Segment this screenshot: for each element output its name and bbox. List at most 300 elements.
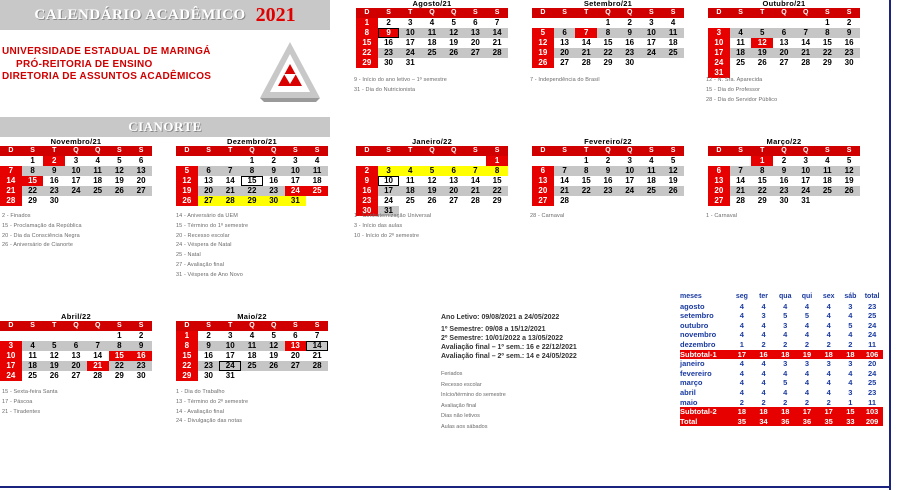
day-cell: 15	[109, 351, 131, 361]
week-row	[0, 351, 152, 361]
day-cell	[486, 58, 508, 68]
legend-item: Recesso escolar	[441, 381, 482, 388]
week-row	[176, 331, 328, 341]
notes-marco	[706, 212, 737, 222]
day-cell: 17	[219, 351, 241, 361]
day-cell: 21	[306, 351, 328, 361]
day-cell: 25	[241, 361, 263, 371]
day-cell	[619, 196, 641, 206]
weekday-header: Q	[795, 146, 817, 156]
day-cell	[465, 156, 487, 166]
day-cell: 18	[306, 176, 328, 186]
day-cell: 18	[421, 38, 443, 48]
day-cell: 5	[532, 28, 554, 38]
summary-row	[680, 302, 883, 312]
summary-value: 18	[774, 350, 796, 360]
day-cell: 24	[708, 58, 730, 68]
day-cell: 29	[109, 371, 131, 381]
weekday-header: D	[532, 8, 554, 18]
final-eval-2-line: Avaliação final – 2º sem.: 14 e 24/05/2022	[441, 353, 577, 360]
day-cell: 1	[356, 18, 378, 28]
day-cell: 16	[838, 38, 860, 48]
day-cell: 7	[465, 166, 487, 176]
summary-row	[680, 340, 883, 350]
summary-value: 3	[783, 359, 788, 369]
weekday-header: T	[43, 146, 65, 156]
institution-block	[2, 46, 252, 84]
week-row	[176, 166, 328, 176]
day-cell: 21	[219, 186, 241, 196]
day-cell: 25	[22, 371, 44, 381]
summary-value: 18	[731, 407, 753, 417]
uem-logo-icon	[258, 40, 322, 102]
day-cell: 18	[399, 186, 421, 196]
day-cell: 5	[43, 341, 65, 351]
summary-value: 4	[848, 311, 853, 321]
day-cell: 21	[0, 186, 22, 196]
day-cell: 21	[730, 186, 752, 196]
day-cell: 14	[0, 176, 22, 186]
day-cell: 23	[773, 186, 795, 196]
summary-value: 4	[739, 320, 744, 330]
day-cell: 4	[87, 156, 109, 166]
day-cell: 19	[838, 176, 860, 186]
weekday-header: S	[662, 8, 684, 18]
day-cell: 27	[773, 58, 795, 68]
day-cell: 7	[575, 28, 597, 38]
day-cell: 19	[176, 186, 198, 196]
summary-row	[680, 359, 883, 369]
day-cell: 9	[597, 166, 619, 176]
weekday-header: S	[838, 8, 860, 18]
note: 1 - Carnaval	[706, 213, 738, 219]
note: 1 - Confraternização Universal	[354, 213, 432, 219]
summary-value: 5	[848, 320, 853, 330]
week-row	[708, 156, 860, 166]
summary-value: 2	[804, 397, 810, 407]
day-cell: 13	[532, 176, 554, 186]
summary-value: 3	[848, 359, 853, 369]
week-row	[356, 38, 508, 48]
note: 28 - Carnaval	[530, 213, 565, 219]
day-cell: 6	[773, 28, 795, 38]
day-cell	[532, 156, 554, 166]
weekday-header: Q	[87, 146, 109, 156]
day-cell	[575, 18, 597, 28]
day-cell: 3	[708, 28, 730, 38]
week-row	[0, 156, 152, 166]
frame-right	[889, 0, 891, 490]
summary-row	[680, 321, 883, 331]
day-cell: 24	[0, 371, 22, 381]
summary-value: 23	[867, 387, 877, 397]
weekday-header: S	[641, 8, 663, 18]
day-cell: 13	[65, 351, 87, 361]
summary-value: seg	[735, 293, 748, 300]
summary-value: 25	[867, 378, 877, 388]
day-cell: 23	[619, 48, 641, 58]
day-cell: 30	[619, 58, 641, 68]
day-cell: 7	[0, 166, 22, 176]
summary-row	[680, 330, 883, 340]
summary-value: 4	[739, 301, 744, 311]
summary-value: 3	[826, 359, 831, 369]
day-cell: 20	[708, 186, 730, 196]
weekday-header: S	[465, 146, 487, 156]
day-cell: 1	[241, 156, 263, 166]
day-cell: 10	[399, 28, 421, 38]
summary-value: 4	[804, 301, 810, 311]
summary-value: 2	[783, 339, 788, 349]
day-cell: 28	[219, 196, 241, 206]
summary-value: 3	[804, 359, 810, 369]
week-row	[0, 341, 152, 351]
summary-value: 4	[826, 387, 831, 397]
note: 20 - Recesso escolar	[176, 232, 230, 239]
day-cell	[554, 18, 576, 28]
day-cell: 20	[554, 48, 576, 58]
day-cell: 1	[751, 156, 773, 166]
day-cell: 12	[43, 351, 65, 361]
day-cell: 30	[378, 58, 400, 68]
day-cell: 21	[795, 48, 817, 58]
summary-value: 24	[867, 368, 877, 378]
weekday-header: T	[399, 8, 421, 18]
day-cell	[443, 206, 465, 216]
weekday-header: S	[662, 146, 684, 156]
day-cell: 28	[486, 48, 508, 58]
summary-value: 4	[761, 301, 766, 311]
summary-label: Total	[680, 417, 731, 427]
day-cell: 8	[575, 166, 597, 176]
day-cell	[130, 196, 152, 206]
day-cell	[443, 58, 465, 68]
day-cell: 11	[662, 28, 684, 38]
day-cell	[730, 18, 752, 28]
month-title: Março/22	[766, 137, 802, 146]
day-cell: 2	[43, 156, 65, 166]
summary-value: 5	[804, 311, 810, 321]
day-cell: 3	[0, 341, 22, 351]
weekday-header: S	[554, 8, 576, 18]
day-cell: 8	[22, 166, 44, 176]
summary-value: 4	[739, 311, 744, 321]
day-cell: 18	[817, 176, 839, 186]
day-cell: 30	[198, 371, 220, 381]
summary-value: 23	[867, 301, 877, 311]
day-cell: 7	[554, 166, 576, 176]
academic-year-line: Ano Letivo: 09/08/2021 a 24/05/2022	[441, 314, 560, 321]
week-row	[708, 28, 860, 38]
day-cell: 25	[662, 48, 684, 58]
semester-1-line: 1º Semestre: 09/08 a 15/12/2021	[441, 326, 546, 333]
weekday-header: S	[306, 321, 328, 331]
day-cell: 14	[486, 28, 508, 38]
day-cell: 18	[641, 176, 663, 186]
day-cell: 28	[554, 196, 576, 206]
day-cell: 27	[532, 196, 554, 206]
day-cell: 23	[263, 186, 285, 196]
day-cell: 10	[219, 341, 241, 351]
month-title: Outubro/21	[762, 0, 806, 8]
day-cell	[421, 156, 443, 166]
day-cell: 22	[597, 48, 619, 58]
weekday-header: Q	[597, 146, 619, 156]
summary-value: 2	[848, 339, 853, 349]
day-cell: 6	[443, 166, 465, 176]
day-cell: 24	[619, 186, 641, 196]
note: 15 - Proclamação da República	[2, 222, 82, 229]
day-cell	[751, 18, 773, 28]
day-cell: 19	[109, 176, 131, 186]
day-cell: 21	[465, 186, 487, 196]
weekday-header: D	[176, 321, 198, 331]
weekday-header: Q	[87, 321, 109, 331]
week-row	[356, 48, 508, 58]
day-cell: 10	[641, 28, 663, 38]
weekday-header: S	[22, 146, 44, 156]
day-cell: 2	[838, 18, 860, 28]
day-cell: 15	[575, 176, 597, 186]
day-cell	[378, 156, 400, 166]
weekday-header: S	[306, 146, 328, 156]
weekday-header: Q	[241, 146, 263, 156]
summary-label: novembro	[680, 330, 717, 340]
day-cell: 18	[241, 351, 263, 361]
week-row	[356, 166, 508, 176]
summary-value: 4	[739, 359, 744, 369]
week-row	[0, 176, 152, 186]
summary-value: 24	[867, 320, 877, 330]
weekday-header-row	[356, 8, 508, 18]
day-cell: 22	[241, 186, 263, 196]
day-cell: 28	[465, 196, 487, 206]
day-cell: 26	[751, 58, 773, 68]
day-cell: 31	[399, 58, 421, 68]
summary-value: sáb	[844, 293, 857, 300]
week-row	[532, 166, 684, 176]
day-cell: 2	[263, 156, 285, 166]
day-cell: 15	[241, 176, 263, 186]
day-cell: 29	[486, 196, 508, 206]
weekday-header: S	[730, 8, 752, 18]
day-cell: 8	[176, 341, 198, 351]
day-cell: 20	[198, 186, 220, 196]
day-cell: 23	[130, 361, 152, 371]
legend-item: Início/término do semestre	[441, 392, 506, 398]
day-cell: 23	[356, 196, 378, 206]
week-row	[176, 156, 328, 166]
weekday-header: Q	[65, 321, 87, 331]
month-grid	[708, 8, 860, 78]
day-cell: 14	[465, 176, 487, 186]
calendar-agosto	[356, 0, 508, 68]
weekday-header: Q	[263, 146, 285, 156]
day-cell: 4	[817, 156, 839, 166]
day-cell: 30	[43, 196, 65, 206]
day-cell: 16	[619, 38, 641, 48]
summary-value: 11	[868, 397, 877, 407]
day-cell: 12	[751, 38, 773, 48]
day-cell: 23	[43, 186, 65, 196]
day-cell: 31	[219, 371, 241, 381]
day-cell: 11	[817, 166, 839, 176]
day-cell: 21	[87, 361, 109, 371]
day-cell: 8	[486, 166, 508, 176]
note: 24 - Divulgação das notas	[176, 418, 243, 425]
day-cell: 26	[662, 186, 684, 196]
summary-value: 4	[804, 330, 810, 340]
day-cell: 7	[87, 341, 109, 351]
weekday-header: Q	[443, 8, 465, 18]
day-cell: 22	[486, 186, 508, 196]
day-cell: 21	[575, 48, 597, 58]
summary-value: 4	[739, 330, 744, 340]
summary-label: março	[680, 378, 703, 388]
day-cell: 26	[838, 186, 860, 196]
day-cell: 29	[241, 196, 263, 206]
month-title: Agosto/21	[412, 0, 452, 8]
day-cell	[219, 156, 241, 166]
summary-value: 4	[826, 368, 831, 378]
day-cell: 17	[399, 38, 421, 48]
weekday-header: S	[130, 146, 152, 156]
day-cell: 13	[554, 38, 576, 48]
day-cell: 2	[773, 156, 795, 166]
weekday-header: T	[399, 146, 421, 156]
day-cell	[597, 196, 619, 206]
day-cell: 2	[198, 331, 220, 341]
day-cell	[708, 18, 730, 28]
day-cell: 5	[751, 28, 773, 38]
weekday-header: D	[0, 146, 22, 156]
weekday-header: S	[378, 146, 400, 156]
month-grid	[356, 8, 508, 68]
day-cell: 4	[241, 331, 263, 341]
day-cell: 21	[486, 38, 508, 48]
day-cell: 26	[109, 186, 131, 196]
day-cell: 15	[751, 176, 773, 186]
day-cell: 17	[378, 186, 400, 196]
weekday-header: T	[575, 8, 597, 18]
day-cell: 7	[795, 28, 817, 38]
summary-label: abril	[680, 387, 696, 397]
day-cell: 15	[817, 38, 839, 48]
day-cell: 27	[65, 371, 87, 381]
day-cell: 11	[730, 38, 752, 48]
academic-year-info	[441, 313, 671, 432]
day-cell	[708, 156, 730, 166]
summary-value: 2	[761, 339, 766, 349]
day-cell: 6	[285, 331, 307, 341]
day-cell: 10	[65, 166, 87, 176]
week-row	[176, 341, 328, 351]
day-cell: 11	[641, 166, 663, 176]
summary-value: 11	[868, 339, 877, 349]
day-cell: 8	[751, 166, 773, 176]
summary-value: 34	[753, 417, 775, 427]
day-cell: 1	[109, 331, 131, 341]
day-cell: 13	[465, 28, 487, 38]
day-cell: 3	[795, 156, 817, 166]
summary-value: 4	[804, 320, 810, 330]
calendar-marco	[708, 138, 860, 206]
notes-setembro	[530, 76, 600, 86]
weekday-header: Q	[619, 8, 641, 18]
summary-row	[680, 398, 883, 408]
week-row	[0, 166, 152, 176]
week-row	[708, 166, 860, 176]
day-cell: 13	[708, 176, 730, 186]
day-cell	[285, 371, 307, 381]
day-cell: 28	[0, 196, 22, 206]
summary-row	[680, 378, 883, 388]
day-cell: 2	[356, 166, 378, 176]
note: 25 - Natal	[176, 252, 201, 259]
day-cell: 13	[198, 176, 220, 186]
day-cell: 1	[22, 156, 44, 166]
day-cell: 3	[641, 18, 663, 28]
day-cell: 12	[109, 166, 131, 176]
weekday-header: D	[0, 321, 22, 331]
day-cell	[730, 156, 752, 166]
day-cell: 14	[575, 38, 597, 48]
day-cell: 24	[795, 186, 817, 196]
day-cell: 28	[730, 196, 752, 206]
campus-title: CIANORTE	[128, 119, 202, 134]
week-row	[532, 186, 684, 196]
week-row	[176, 196, 328, 206]
day-cell: 9	[198, 341, 220, 351]
week-row	[708, 58, 860, 68]
day-cell	[87, 331, 109, 341]
summary-value: 4	[761, 330, 766, 340]
school-days-summary-table	[680, 292, 883, 426]
day-cell: 22	[575, 186, 597, 196]
calendar-dezembro	[176, 138, 328, 206]
summary-label: Subtotal-2	[680, 407, 731, 417]
summary-label: dezembro	[680, 339, 716, 349]
month-title: Fevereiro/22	[584, 137, 632, 146]
day-cell: 23	[198, 361, 220, 371]
summary-value: 4	[783, 301, 788, 311]
weekday-header: T	[43, 321, 65, 331]
day-cell: 1	[817, 18, 839, 28]
day-cell	[43, 331, 65, 341]
summary-row	[680, 311, 883, 321]
notes-novembro	[2, 212, 82, 251]
day-cell: 4	[662, 18, 684, 28]
day-cell: 9	[773, 166, 795, 176]
summary-value: 36	[774, 417, 796, 427]
weekday-header: S	[285, 321, 307, 331]
day-cell	[838, 196, 860, 206]
month-grid	[532, 146, 684, 206]
day-cell: 24	[285, 186, 307, 196]
day-cell	[817, 68, 839, 78]
day-cell	[641, 196, 663, 206]
day-cell: 27	[554, 58, 576, 68]
day-cell: 10	[378, 176, 400, 186]
weekday-header: S	[130, 321, 152, 331]
day-cell: 16	[597, 176, 619, 186]
day-cell: 14	[554, 176, 576, 186]
day-cell: 18	[87, 176, 109, 186]
day-cell: 7	[730, 166, 752, 176]
day-cell: 11	[22, 351, 44, 361]
summary-value: 18	[840, 350, 862, 360]
day-cell: 16	[263, 176, 285, 186]
